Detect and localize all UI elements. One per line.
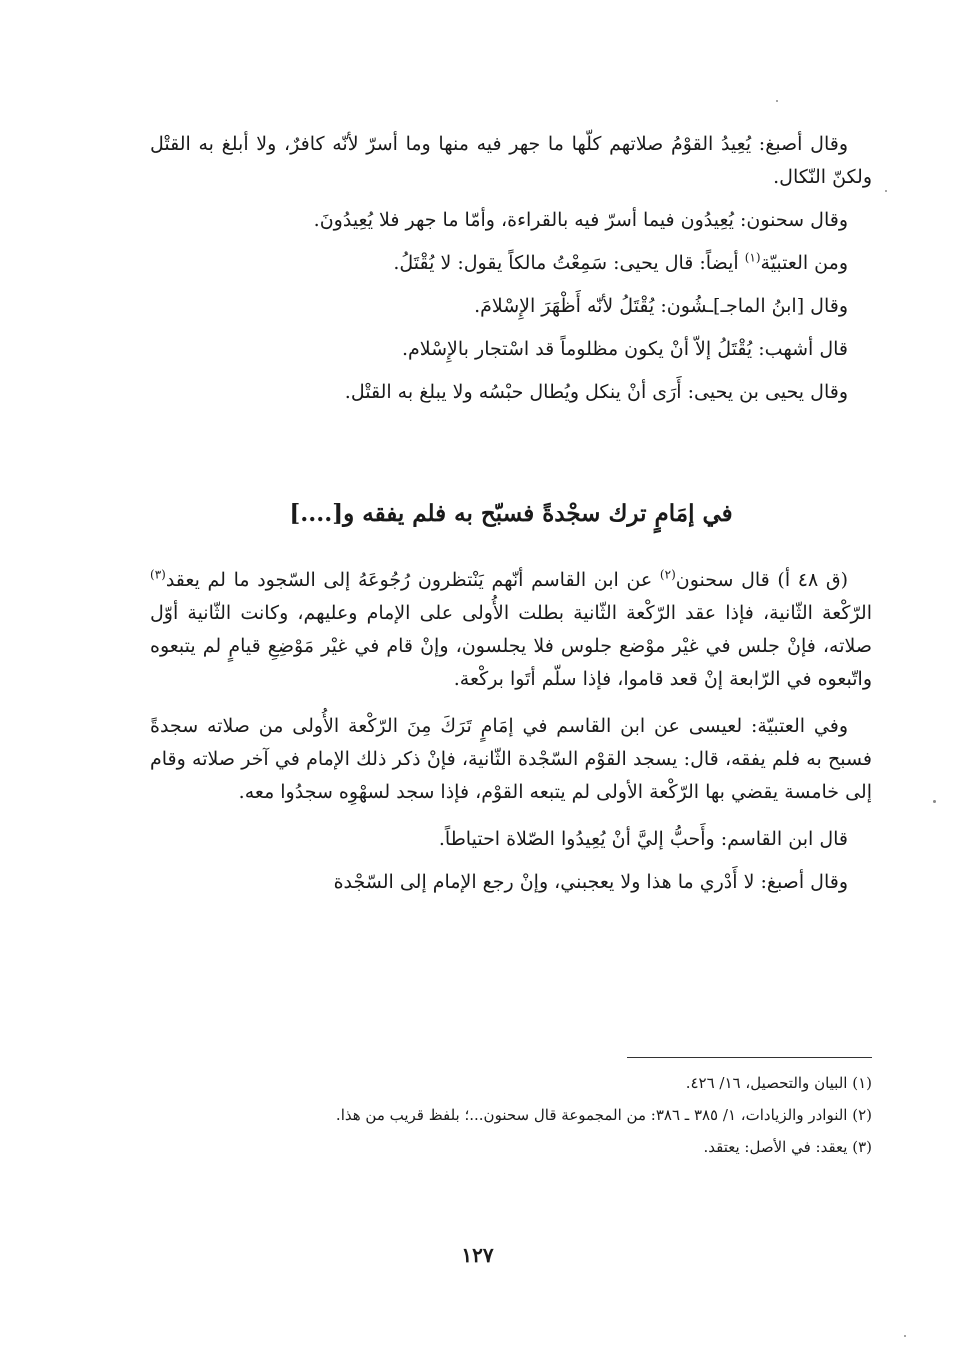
paragraph-ibn-majishun: وقال [ابنُ الماجـ]ـشُون: يُقْتَلُ لأنّه أَظْهَرَ الإِسْلامَ. (474, 295, 848, 317)
paragraph-text: أيضاً: قال يحيى: سَمِعْتُ مالكاً يقول: لا يُقْتَلُ. (393, 252, 745, 274)
paragraph-text: الرّكْعة الثّانية، فإذا عقد الرّكْعة الثّانية بطلت الأُولى على الإمام وعليهم، وكانت الثّانية أوّل صلاته، فإنْ جلس في غيْر موْضع جلوس فلا يجلسون، وإنْ قام في غيْر مَوْضِعِ قيامٍ لم يتبعوه واتّبعوه في الرّابعة إنْ قعد قاموا، فإذا سلّم أتَوا بركْعة. (150, 602, 872, 690)
paragraph-sahnun: وقال سحنون: يُعِيدُون فيما أسرّ فيه بالقراءة، وأمّا ما جهر فلا يُعِيدُونَ. (313, 209, 848, 231)
footnote-1: (١) البيان والتحصيل، ١٦/ ٤٢٦. (685, 1074, 872, 1092)
paragraph-ibn-qasim: قال ابن القاسم: وأَحبُّ إليَّ أنْ يُعِيدُوا الصّلاة احتياطاً. (438, 828, 848, 850)
paragraph-text: عن ابن القاسم أنّهم يَنْتظرون رُجُوعَهُ إلى السّجود ما لم يعقد (165, 569, 660, 591)
section-heading: في إمَامٍ ترك سجْدةً فسبّح به فلم يفقه و[....] (289, 500, 733, 527)
lower-text-block (150, 564, 872, 909)
paragraph-text: (ق ٤٨ أ) قال سحنون (675, 569, 848, 591)
paragraph-sahnun-ibn-qasim (150, 564, 872, 696)
footnote-ref-1[interactable]: (١) (744, 250, 761, 265)
footnote-2: (٢) النوادر والزيادات، ١/ ٣٨٥ ـ ٣٨٦: من المجموعة قال سحنون...؛ بلفظ قريب من هذا. (335, 1106, 872, 1124)
footnote-ref-3[interactable]: (٣) (150, 567, 166, 582)
footnotes (150, 1070, 872, 1166)
page-number: ١٢٧ (461, 1243, 494, 1267)
paragraph-ashhab: قال أشهب: يُقْتَلُ إلاّ أنْ يكون مظلوماً قد اسْتجار بالإِسْلام. (402, 338, 848, 360)
paragraph-asbagh: وقال أصبغ: يُعِيدُ القوْمُ صلاتهم كلّها ما جهر فيه منها وما أسرّ لأنّه كافرٌ، ولا أبلغ به القتْل ولكنّ النّكال. (150, 133, 872, 188)
paragraph-text: ومن العتبيّة (760, 252, 848, 274)
paragraph-utbiyya (150, 247, 872, 280)
scan-speck (933, 800, 936, 803)
paragraph-asbagh-2: وقال أصبغ: لا أَدْري ما هذا ولا يعجبني، وإنْ رجع الإمام إلى السّجْدة (333, 871, 848, 893)
scan-speck (776, 100, 778, 102)
scan-speck (885, 190, 887, 192)
footnote-divider (627, 1057, 872, 1058)
upper-text-block (150, 128, 872, 419)
scan-speck (904, 1335, 906, 1337)
footnote-ref-2[interactable]: (٢) (659, 567, 676, 582)
footnote-3: (٣) يعقد: في الأصل: يعتقد. (703, 1138, 872, 1156)
paragraph-yahya: وقال يحيى بن يحيى: أَرَى أنْ ينكل ويُطال حبْسُه ولا يبلغ به القتْل. (344, 381, 848, 403)
paragraph-utbiyya-isa: وفي العتبيّة: لعيسى عن ابن القاسم في إمَامٍ تَرَكَ مِنَ الرّكْعة الأُولى من صلاته سجدةً فسبح به فلم يفقه، قال: يسجد القوْم السّجْدة الثّانية، فإنْ ذكر ذلك الإمام في آخر صلاته وقام إلى خامسة يقضي بها الرّكْعة الأولى لم يتبعه القوْم، فإذا سجد لسهْوِه سجدُوا معه. (150, 715, 872, 803)
